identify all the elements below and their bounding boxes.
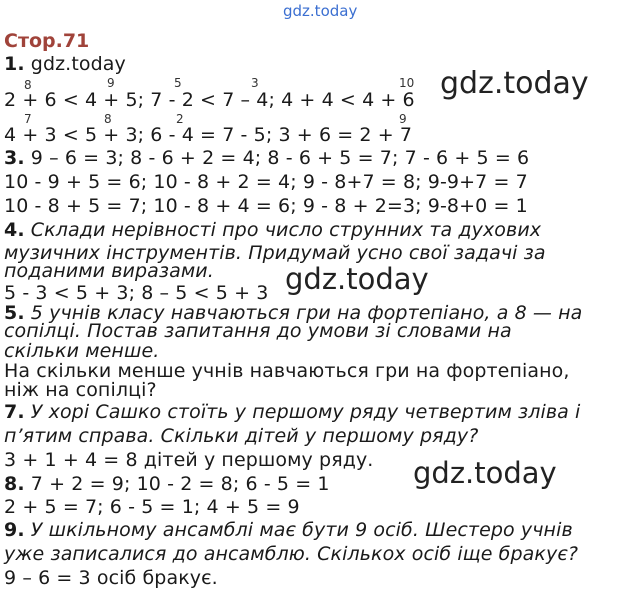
- task-4-question: [4, 219, 541, 241]
- task-7-text: У хорі Сашко стоїть у першому ряду четвертим зліва і: [30, 401, 581, 423]
- superscript: 8: [24, 78, 32, 92]
- task-8-answer: 2 + 5 = 7; 6 - 5 = 1; 4 + 5 = 9: [4, 496, 300, 518]
- task-number: 1.: [4, 53, 25, 75]
- watermark: gdz.today: [413, 456, 557, 490]
- task-5-answer: ніж на сопілці?: [4, 379, 157, 401]
- superscript: 3: [251, 76, 259, 90]
- task-9-question: [4, 519, 573, 541]
- superscript: 10: [399, 76, 415, 90]
- task-5-text: 5 учнів класу навчаються гри на фортепіано, а 8 — на: [30, 302, 583, 324]
- page-title: Стор.71: [4, 30, 90, 52]
- task-9-answer: 9 – 6 = 3 осіб бракує.: [4, 567, 218, 589]
- task-7-answer: 3 + 1 + 4 = 8 дітей у першому ряду.: [4, 449, 374, 471]
- superscript: 8: [104, 112, 112, 126]
- task-9-text: У шкільному ансамблі має бути 9 осіб. Шестеро учнів: [30, 519, 573, 541]
- watermark: gdz.today: [285, 262, 429, 296]
- task-3-line: 10 - 8 + 5 = 7; 10 - 8 + 4 = 6; 9 - 8 + 2=3; 9-8+0 = 1: [4, 195, 528, 217]
- superscript: 9: [399, 112, 407, 126]
- task-4-question: поданими виразами.: [4, 260, 214, 282]
- task-5-answer: На скільки менше учнів навчаються гри на фортепіано,: [4, 360, 570, 382]
- superscript: 5: [174, 76, 182, 90]
- task-8-answer: [4, 473, 330, 495]
- task-number: 9.: [4, 519, 25, 541]
- task-4-question: музичних інструментів. Придумай усно свої задачі за: [4, 242, 546, 264]
- task-1-answer: 2 + 6 < 4 + 5; 7 - 2 < 7 – 4; 4 + 4 < 4 + 6: [4, 89, 415, 111]
- task-number: 7.: [4, 401, 25, 423]
- task-3-text: 9 – 6 = 3; 8 - 6 + 2 = 4; 8 - 6 + 5 = 7; 7 - 6 + 5 = 6: [30, 147, 530, 169]
- site-link[interactable]: gdz.today: [283, 2, 358, 20]
- task-4-text: Склади нерівності про число струнних та духових: [30, 219, 542, 241]
- superscript: 2: [176, 112, 184, 126]
- task-7-question: п’ятим справа. Скільки дітей у першому ряду?: [4, 425, 479, 447]
- task-number: 4.: [4, 219, 25, 241]
- watermark: gdz.today: [440, 66, 589, 101]
- superscript: 7: [24, 112, 32, 126]
- task-3-line: 10 - 9 + 5 = 6; 10 - 8 + 2 = 4; 9 - 8+7 = 8; 9-9+7 = 7: [4, 171, 528, 193]
- superscript: 9: [107, 76, 115, 90]
- task-1-text: gdz.today: [30, 53, 126, 75]
- task-5-question: скільки менше.: [4, 340, 160, 362]
- task-1-heading: [4, 53, 126, 75]
- task-number: 3.: [4, 147, 25, 169]
- task-8-text: 7 + 2 = 9; 10 - 2 = 8; 6 - 5 = 1: [30, 473, 330, 495]
- task-9-question: уже записалися до ансамблю. Скількох осіб іще бракує?: [4, 543, 579, 565]
- task-7-question: [4, 401, 580, 423]
- task-3-line: [4, 147, 529, 169]
- task-number: 8.: [4, 473, 25, 495]
- task-4-answer: 5 - 3 < 5 + 3; 8 – 5 < 5 + 3: [4, 282, 269, 304]
- task-2-answer: 4 + 3 < 5 + 3; 6 - 4 = 7 - 5; 3 + 6 = 2 + 7: [4, 124, 413, 146]
- task-5-question: сопілці. Постав запитання до умови зі словами на: [4, 320, 512, 342]
- task-number: 5.: [4, 302, 25, 324]
